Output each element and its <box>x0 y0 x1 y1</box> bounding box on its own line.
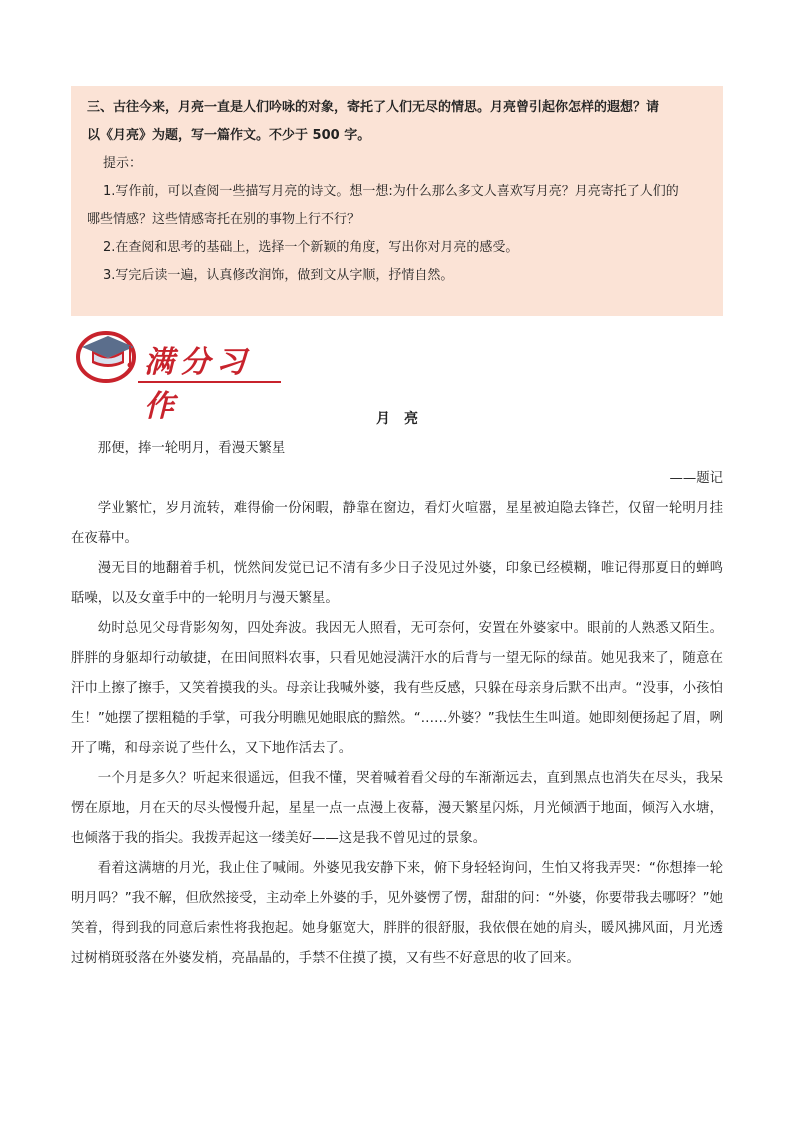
hint-item: 2.在查阅和思考的基础上，选择一个新颖的角度，写出你对月亮的感受。 <box>103 240 519 255</box>
essay-paragraph: 看着这满塘的月光，我止住了喊闹。外婆见我安静下来，俯下身轻轻询问，生怕又将我弄哭：“你想捧一轮明月吗？”我不解，但欣然接受，主动牵上外婆的手，见外婆愣了愣，甜甜的问：“外婆，你要带我去哪呀？”她笑着，得到我的同意后索性将我抱起。她身躯宽大，胖胖的很舒服，我依偎在她的肩头，暖风拂风面，月光透过树梢斑驳落在外婆发梢，亮晶晶的，手禁不住摸了摸，又有些不好意思的收了回来。 <box>71 861 723 966</box>
essay-epigraph: 那便，捧一轮明月，看漫天繁星 <box>97 441 286 456</box>
essay-paragraph: 一个月是多久？听起来很遥远，但我不懂，哭着喊着看父母的车渐渐远去，直到黑点也消失在尽头，我呆愣在原地，月在天的尽头慢慢升起，星星一点一点漫上夜幕，漫天繁星闪烁，月光倾洒于地面，倾泻入水塘，也倾落于我的指尖。我拨弄起这一缕美好——这是我不曾见过的景象。 <box>71 771 723 846</box>
banner-title: 满分习作 <box>144 345 252 424</box>
essay-paragraph: 幼时总见父母背影匆匆，四处奔波。我因无人照看，无可奈何，安置在外婆家中。眼前的人熟悉又陌生。胖胖的身躯却行动敏捷，在田间照料农事，只看见她浸满汗水的后背与一望无际的绿苗。她见我来了，随意在汗巾上擦了擦手，又笑着摸我的头。母亲让我喊外婆，我有些反感，只躲在母亲身后默不出声。“没事，小孩怕生！”她摆了摆粗糙的手掌，可我分明瞧见她眼底的黯然。“……外婆？”我怯生生叫道。她即刻便扬起了眉，咧开了嘴，和母亲说了些什么，又下地作活去了。 <box>71 621 723 756</box>
essay-paragraph: 学业繁忙，岁月流转，难得偷一份闲暇，静靠在窗边，看灯火喧嚣，星星被迫隐去锋芒，仅留一轮明月挂在夜幕中。 <box>71 501 723 546</box>
hint-item: 3.写完后读一遍，认真修改润饰，做到文从字顺，抒情自然。 <box>103 268 454 283</box>
section-banner <box>76 327 286 424</box>
writing-task-box <box>71 86 723 316</box>
epigraph-signature: ——题记 <box>669 471 723 486</box>
task-prompt-line: 三、古往今来，月亮一直是人们吟咏的对象，寄托了人们无尽的情思。月亮曾引起你怎样的遐想？请 <box>87 100 660 115</box>
task-prompt-line: 以《月亮》为题，写一篇作文。不少于 500 字。 <box>87 128 371 143</box>
essay-paragraph: 漫无目的地翻着手机，恍然间发觉已记不清有多少日子没见过外婆，印象已经模糊，唯记得那夏日的蝉鸣聒噪，以及女童手中的一轮明月与漫天繁星。 <box>71 561 723 606</box>
hint-label: 提示： <box>103 156 143 171</box>
essay-title: 月亮 <box>376 411 432 427</box>
hint-item: 哪些情感？这些情感寄托在别的事物上行不行？ <box>87 212 361 227</box>
essay <box>71 404 723 974</box>
hint-item: 1.写作前，可以查阅一些描写月亮的诗文。想一想:为什么那么多文人喜欢写月亮？月亮寄托了人们的 <box>103 184 679 199</box>
